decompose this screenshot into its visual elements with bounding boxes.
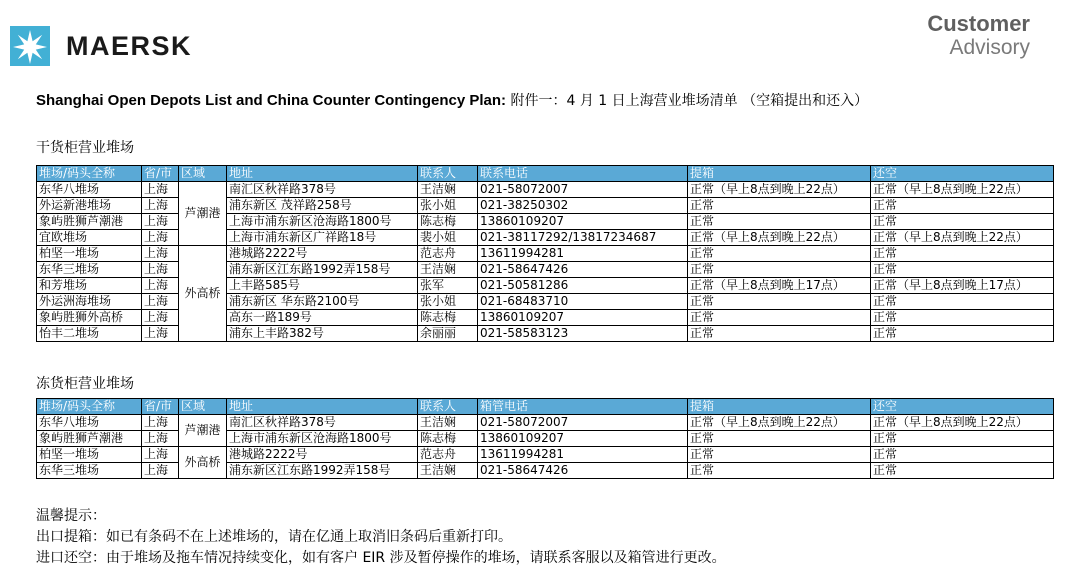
region-cell: 外高桥 [179,246,227,342]
star-icon [10,26,50,66]
column-header: 还空 [871,399,1054,415]
column-header: 联系人 [418,166,478,182]
column-header: 区域 [179,399,227,415]
table-cell: 上海市浦东新区广祥路18号 [227,230,418,246]
table-cell: 柏坚一堆场 [37,447,142,463]
table-cell: 王洁娴 [418,262,478,278]
table-cell: 和芳堆场 [37,278,142,294]
table-cell: 正常 [871,214,1054,230]
table-cell: 正常 [688,447,871,463]
title-english: Shanghai Open Depots List and China Counter Contingency Plan: [36,92,507,109]
table-cell: 象屿胜狮外高桥 [37,310,142,326]
table-cell: 上海 [142,415,179,431]
table-cell: 021-58072007 [478,415,688,431]
table-cell: 021-58647426 [478,463,688,479]
table-cell: 东华八堆场 [37,182,142,198]
table-cell: 正常 [871,198,1054,214]
advisory-line-1: Customer [927,11,1030,36]
column-header: 还空 [871,166,1054,182]
dry-depot-table [36,165,1054,342]
table-cell: 正常（早上8点到晚上22点） [871,230,1054,246]
column-header: 提箱 [688,166,871,182]
table-cell: 正常（早上8点到晚上22点） [871,182,1054,198]
table-cell: 上海 [142,294,179,310]
page-header [0,0,1080,80]
table-cell: 裴小姐 [418,230,478,246]
table-cell: 上海 [142,431,179,447]
column-header: 提箱 [688,399,871,415]
table-cell: 13860109207 [478,214,688,230]
table-cell: 正常 [871,294,1054,310]
table-cell: 范志舟 [418,447,478,463]
table-cell: 柏坚一堆场 [37,246,142,262]
maersk-star-logo [10,26,50,66]
table-cell: 上海市浦东新区沧海路1800号 [227,214,418,230]
table-cell: 上海 [142,230,179,246]
table-cell: 正常 [688,246,871,262]
table-cell: 王洁娴 [418,463,478,479]
table-cell: 东华三堆场 [37,463,142,479]
table-cell: 13611994281 [478,447,688,463]
table-cell: 上海 [142,214,179,230]
table-cell: 陈志梅 [418,310,478,326]
table-cell: 13860109207 [478,431,688,447]
table-cell: 象屿胜狮芦潮港 [37,214,142,230]
table-cell: 021-58072007 [478,182,688,198]
table-cell: 正常 [688,431,871,447]
table-cell: 上海 [142,326,179,342]
table-cell: 正常（早上8点到晚上22点） [688,230,871,246]
table-cell: 13860109207 [478,310,688,326]
table-cell: 浦东新区 华东路2100号 [227,294,418,310]
table-cell: 象屿胜狮芦潮港 [37,431,142,447]
table-cell: 上海 [142,310,179,326]
table-cell: 宜欧堆场 [37,230,142,246]
table-cell: 021-50581286 [478,278,688,294]
table-row [37,182,1054,198]
table-row [37,246,1054,262]
column-header: 联系人 [418,399,478,415]
dry-section-title: 干货柜营业堆场 [36,140,134,156]
table-cell: 正常（早上8点到晚上22点） [688,415,871,431]
table-cell: 余丽丽 [418,326,478,342]
table-cell: 正常（早上8点到晚上22点） [871,415,1054,431]
reefer-depot-table [36,398,1054,479]
table-cell: 正常 [871,326,1054,342]
table-cell: 正常 [871,463,1054,479]
table-cell: 正常 [688,294,871,310]
table-cell: 港城路2222号 [227,447,418,463]
column-header: 堆场/码头全称 [37,399,142,415]
table-cell: 正常（早上8点到晚上22点） [688,182,871,198]
table-cell: 021-58647426 [478,262,688,278]
notes-import-line: 进口还空：由于堆场及拖车情况持续变化，如有客户 EIR 涉及暂停操作的堆场，请联系客服以及箱管进行更改。 [36,550,726,566]
table-cell: 东华三堆场 [37,262,142,278]
notes-export-line: 出口提箱：如已有条码不在上述堆场的，请在亿通上取消旧条码后重新打印。 [36,529,512,545]
title-chinese: 附件一：4 月 1 日上海营业堆场清单 （空箱提出和还入） [506,93,869,109]
table-cell: 上海 [142,463,179,479]
table-cell: 正常 [871,310,1054,326]
table-cell: 张小姐 [418,294,478,310]
reefer-header-row [37,399,1054,415]
table-cell: 正常 [688,326,871,342]
column-header: 省/市 [142,166,179,182]
table-cell: 正常 [871,431,1054,447]
table-cell: 上海 [142,262,179,278]
table-cell: 浦东新区 茂祥路258号 [227,198,418,214]
table-cell: 正常 [871,246,1054,262]
table-cell: 南汇区秋祥路378号 [227,182,418,198]
table-cell: 正常 [688,198,871,214]
table-cell: 王洁娴 [418,415,478,431]
dry-header-row [37,166,1054,182]
table-cell: 高东一路189号 [227,310,418,326]
brand-wordmark: MAERSK [66,31,193,61]
table-cell: 正常（早上8点到晚上17点） [871,278,1054,294]
table-cell: 浦东上丰路382号 [227,326,418,342]
notes-section [36,506,726,569]
region-cell: 芦潮港 [179,415,227,447]
column-header: 省/市 [142,399,179,415]
table-cell: 021-58583123 [478,326,688,342]
table-cell: 021-38250302 [478,198,688,214]
column-header: 地址 [227,399,418,415]
column-header: 地址 [227,166,418,182]
table-cell: 正常 [871,262,1054,278]
table-cell: 上海 [142,278,179,294]
column-header: 区域 [179,166,227,182]
table-cell: 陈志梅 [418,431,478,447]
table-cell: 王洁娴 [418,182,478,198]
table-cell: 东华八堆场 [37,415,142,431]
table-row [37,415,1054,431]
notes-heading: 温馨提示： [36,508,106,524]
table-cell: 021-68483710 [478,294,688,310]
table-cell: 上海 [142,447,179,463]
table-cell: 外运新港堆场 [37,198,142,214]
table-cell: 南汇区秋祥路378号 [227,415,418,431]
column-header: 箱管电话 [478,399,688,415]
document-title [36,90,868,112]
table-cell: 13611994281 [478,246,688,262]
table-cell: 正常 [688,463,871,479]
column-header: 堆场/码头全称 [37,166,142,182]
table-cell: 外运洲海堆场 [37,294,142,310]
table-cell: 港城路2222号 [227,246,418,262]
table-cell: 上海 [142,246,179,262]
column-header: 联系电话 [478,166,688,182]
table-cell: 上海市浦东新区沧海路1800号 [227,431,418,447]
table-cell: 正常 [871,447,1054,463]
table-row [37,447,1054,463]
customer-advisory-label [927,12,1030,60]
region-cell: 芦潮港 [179,182,227,246]
table-cell: 021-38117292/13817234687 [478,230,688,246]
table-cell: 正常 [688,214,871,230]
table-cell: 浦东新区江东路1992弄158号 [227,463,418,479]
table-cell: 上海 [142,198,179,214]
table-cell: 怡丰二堆场 [37,326,142,342]
table-cell: 正常 [688,262,871,278]
table-cell: 正常 [688,310,871,326]
table-cell: 上丰路585号 [227,278,418,294]
table-cell: 张军 [418,278,478,294]
table-cell: 范志舟 [418,246,478,262]
table-cell: 正常（早上8点到晚上17点） [688,278,871,294]
table-cell: 陈志梅 [418,214,478,230]
table-cell: 上海 [142,182,179,198]
reefer-section-title: 冻货柜营业堆场 [36,376,134,392]
region-cell: 外高桥 [179,447,227,479]
table-cell: 张小姐 [418,198,478,214]
advisory-line-2: Advisory [949,36,1030,59]
table-cell: 浦东新区江东路1992弄158号 [227,262,418,278]
